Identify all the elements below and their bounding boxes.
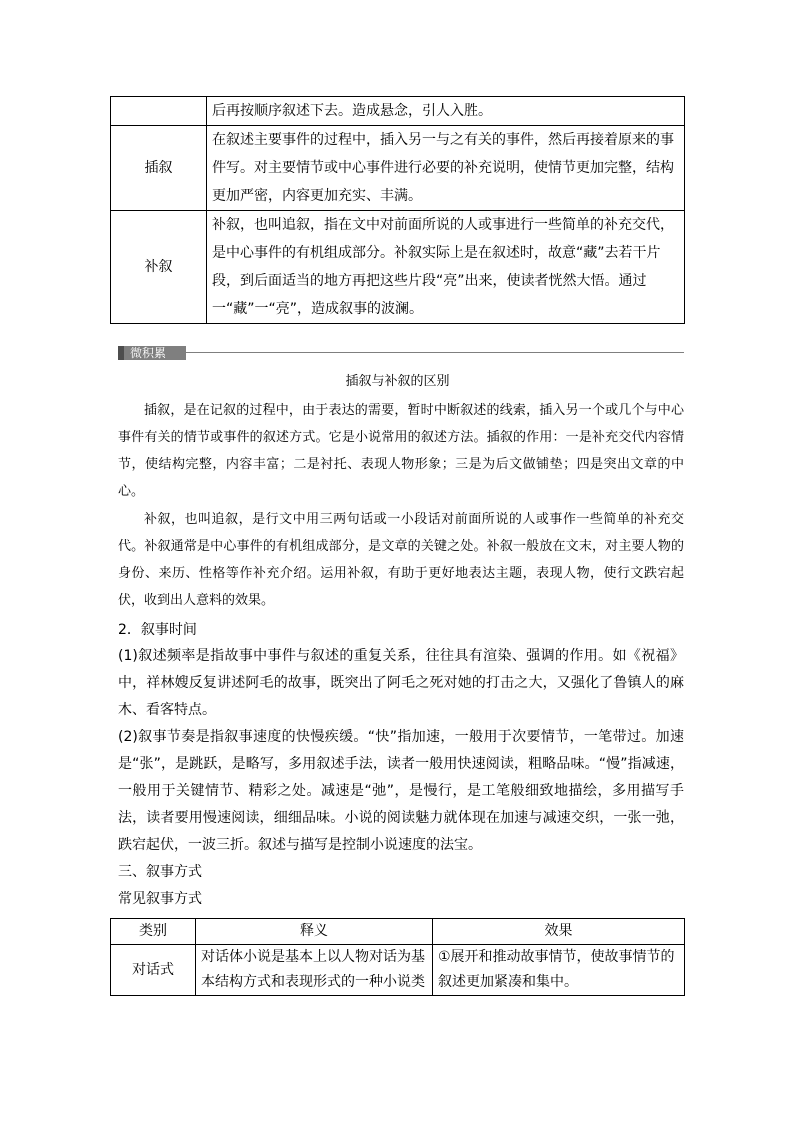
definition-cell: 对话体小说是基本上以人物对话为基本结构方式和表现形式的一种小说类 — [196, 945, 433, 996]
body-paragraph: (2)叙事节奏是指叙事速度的快慢疾缓。“快”指加速，一般用于次要情节，一笔带过。加速是“张”，是跳跃，是略写，多用叙述手法，读者一般用快速阅读，粗略品味。“慢”指减速，一般用于关键情节、精彩之处。减速是“弛”，是慢行，是工笔般细致地描绘，多用描写手法，读者要用慢速阅读，细细品味。小说的阅读魅力就体现在加速与减速交织，一张一弛，跌宕起伏，一波三折。叙述与描写是控制小说速度的法宝。 — [118, 729, 684, 853]
row-text: 后再按顺序叙述下去。造成悬念，引人入胜。 — [207, 97, 685, 126]
effect-cell: ①展开和推动故事情节，使故事情节的叙述更加紧凑和集中。 — [433, 945, 685, 996]
narrative-modes-table — [110, 918, 685, 996]
row-label: 补叙 — [111, 211, 207, 324]
row-label — [111, 97, 207, 126]
accumulation-title: 插叙与补叙的区别 — [345, 374, 450, 389]
column-header: 类别 — [111, 919, 196, 945]
tag-notch — [118, 346, 124, 360]
category-cell: 对话式 — [111, 945, 196, 996]
section-tag-label: 微积累 — [130, 346, 167, 360]
row-text: 在叙述主要事件的过程中，插入另一与之有关的事件，然后再接着原来的事件写。对主要情节或中心事件进行必要的补充说明，使情节更加完整，结构更加严密，内容更加充实、丰满。 — [207, 126, 685, 211]
accumulation-paragraph: 补叙，也叫追叙，是行文中用三两句话或一小段话对前面所说的人或事作一些简单的补充交代。补叙通常是中心事件的有机组成部分，是文章的关键之处。补叙一般放在文末，对主要人物的身份、来历、性格等作补充介绍。运用补叙，有助于更好地表达主题，表现人物，使行文跌宕起伏，收到出人意料的效果。 — [118, 512, 684, 608]
row-text: 补叙，也叫追叙，指在文中对前面所说的人或事进行一些简单的补充交代，是中心事件的有机组成部分。补叙实际上是在叙述时，故意“藏”去若干片段，到后面适当的地方再把这些片段“亮”出来，使读者恍然大悟。通过一“藏”一“亮”，造成叙事的波澜。 — [207, 211, 685, 324]
accumulation-paragraph: 插叙，是在记叙的过程中，由于表达的需要，暂时中断叙述的线索，插入另一个或几个与中心事件有关的情节或事件的叙述方式。它是小说常用的叙述方法。插叙的作用：一是补充交代内容情节，使结构完整，内容丰富；二是衬托、表现人物形象；三是为后文做铺垫；四是突出文章的中心。 — [118, 403, 684, 499]
section-tag — [118, 346, 186, 360]
item-heading: 2．叙事时间 — [118, 622, 197, 638]
table-header-row — [111, 919, 685, 945]
table-row — [111, 97, 685, 126]
section-divider — [118, 346, 684, 360]
table-row — [111, 211, 685, 324]
table-row — [111, 945, 685, 996]
table-caption: 常见叙事方式 — [118, 891, 202, 907]
divider-line — [186, 352, 684, 353]
body-paragraph: (1)叙述频率是指故事中事件与叙述的重复关系，往往具有渲染、强调的作用。如《祝福》中，祥林嫂反复讲述阿毛的故事，既突出了阿毛之死对她的打击之大，又强化了鲁镇人的麻木、看客特点。 — [118, 648, 684, 718]
row-label: 插叙 — [111, 126, 207, 211]
column-header: 效果 — [433, 919, 685, 945]
narrative-methods-table — [110, 96, 685, 324]
column-header: 释义 — [196, 919, 433, 945]
section-heading: 三、叙事方式 — [118, 864, 202, 880]
table-row — [111, 126, 685, 211]
